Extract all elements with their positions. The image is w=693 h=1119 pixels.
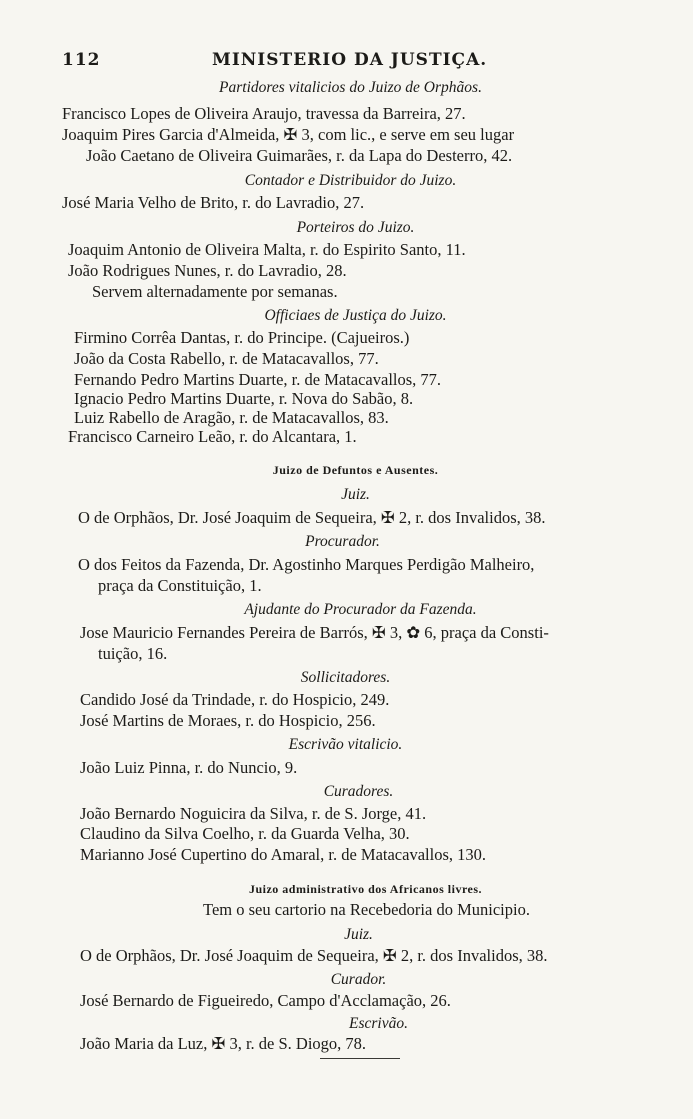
text-line: Firmino Corrêa Dantas, r. do Principe. (Cajueiros.) — [74, 328, 410, 347]
subheading-line: Sollicitadores. — [300, 669, 391, 686]
text-line: Luiz Rabello de Aragão, r. de Matacavallos, 83. — [74, 408, 389, 427]
text-line: Candido José da Trindade, r. do Hospicio, 249. — [80, 690, 390, 709]
text-line: praça da Constituição, 1. — [98, 576, 262, 595]
text-line: Jose Mauricio Fernandes Pereira de Barrós, ✠ 3, ✿ 6, praça da Consti- — [80, 623, 549, 642]
text-line: tuição, 16. — [98, 644, 168, 663]
subheading-line: Curadores. — [323, 783, 394, 800]
section-heading: Juizo de Defuntos e Ausentes. — [272, 463, 439, 477]
text-line: Joaquim Pires Garcia d'Almeida, ✠ 3, com lic., e serve em seu lugar — [62, 125, 515, 144]
text-line: Claudino da Silva Coelho, r. da Guarda Velha, 30. — [80, 824, 410, 843]
text-line: José Martins de Moraes, r. do Hospicio, 256. — [80, 711, 376, 730]
subheading-line: Juiz. — [341, 486, 370, 503]
text-line: João Bernardo Noguicira da Silva, r. de S. Jorge, 41. — [80, 804, 427, 823]
text-line: Joaquim Antonio de Oliveira Malta, r. do Espirito Santo, 11. — [68, 240, 466, 259]
text-line: Fernando Pedro Martins Duarte, r. de Matacavallos, 77. — [74, 370, 442, 389]
subheading-line: Contador e Distribuidor do Juizo. — [244, 172, 457, 189]
text-line: João Caetano de Oliveira Guimarães, r. da Lapa do Desterro, 42. — [86, 146, 513, 165]
text-line: Marianno José Cupertino do Amaral, r. de Matacavallos, 130. — [80, 845, 486, 864]
text-line: O dos Feitos da Fazenda, Dr. Agostinho Marques Perdigão Malheiro, — [78, 555, 535, 574]
subheading-line: Officiaes de Justiça do Juizo. — [264, 307, 447, 324]
text-line: José Bernardo de Figueiredo, Campo d'Acclamação, 26. — [80, 991, 451, 1010]
section-heading: Juizo administrativo dos Africanos livres. — [248, 882, 483, 896]
text-line: João Maria da Luz, ✠ 3, r. de S. Diogo, 78. — [80, 1034, 367, 1053]
subheading-line: Procurador. — [305, 533, 380, 550]
subheading-line: Escrivão vitalicio. — [288, 736, 403, 753]
page-number: 112 — [62, 50, 101, 70]
subheading-line: Curador. — [330, 971, 387, 988]
subheading-line: Partidores vitalicios do Juizo de Orphãos. — [219, 79, 482, 96]
text-line: Servem alternadamente por semanas. — [92, 282, 338, 301]
text-line: José Maria Velho de Brito, r. do Lavradio, 27. — [62, 193, 365, 212]
text-line: João da Costa Rabello, r. de Matacavallos, 77. — [74, 349, 379, 368]
subheading-line: Escrivão. — [349, 1015, 408, 1032]
text-line: João Luiz Pinna, r. do Nuncio, 9. — [80, 758, 298, 777]
subheading-line: Ajudante do Procurador da Fazenda. — [244, 601, 477, 618]
text-line: Francisco Lopes de Oliveira Araujo, travessa da Barreira, 27. — [62, 104, 466, 123]
text-line: Francisco Carneiro Leão, r. do Alcantara, 1. — [68, 427, 357, 446]
text-line: João Rodrigues Nunes, r. do Lavradio, 28. — [68, 261, 347, 280]
running-title: MINISTERIO DA JUSTIÇA. — [212, 50, 488, 70]
text-line: Tem o seu cartorio na Recebedoria do Municipio. — [203, 900, 530, 919]
text-line: Ignacio Pedro Martins Duarte, r. Nova do Sabão, 8. — [74, 389, 414, 408]
subheading-line: Porteiros do Juizo. — [296, 219, 415, 236]
text-line: O de Orphãos, Dr. José Joaquim de Sequeira, ✠ 2, r. dos Invalidos, 38. — [80, 946, 548, 965]
end-rule — [320, 1058, 400, 1059]
page-header — [62, 50, 642, 74]
text-line: O de Orphãos, Dr. José Joaquim de Sequeira, ✠ 2, r. dos Invalidos, 38. — [78, 508, 546, 527]
subheading-line: Juiz. — [344, 926, 373, 943]
